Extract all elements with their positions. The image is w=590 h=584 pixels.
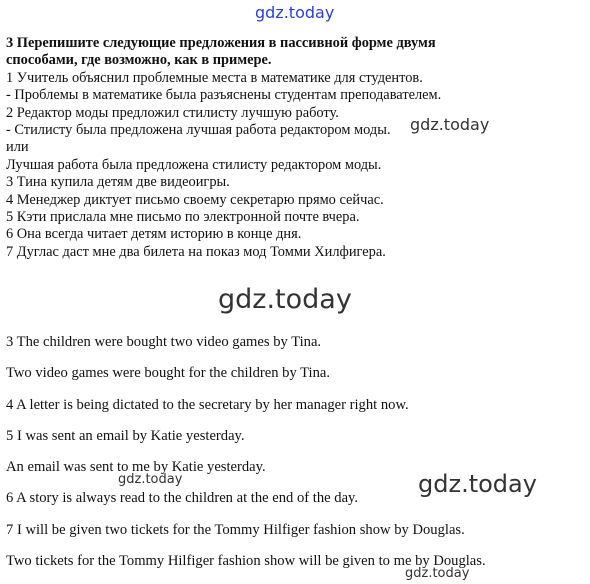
task-line-10: 6 Она всегда читает детям историю в конце дня.: [6, 226, 302, 243]
answer-line-3: 4 A letter is being dictated to the secretary by her manager right now.: [6, 396, 409, 413]
answer-line-8: Two tickets for the Tommy Hilfiger fashion show will be given to me by Douglas.: [6, 553, 486, 570]
task-line-11: 7 Дуглас даст мне два билета на показ мод Томми Хилфигера.: [6, 243, 386, 260]
watermark-top: gdz.today: [255, 3, 335, 22]
task-line-1: 1 Учитель объяснил проблемные места в математике для студентов.: [6, 69, 423, 86]
task-line-7: 3 Тина купила детям две видеоигры.: [6, 174, 230, 191]
task-title-line-1: 3 Перепишите следующие предложения в пассивной форме двумя: [6, 35, 436, 51]
watermark-bottom-small-right: gdz.today: [405, 566, 470, 581]
watermark-bottom-small-left: gdz.today: [118, 472, 183, 487]
answer-line-5: An email was sent to me by Katie yesterday.: [6, 459, 266, 476]
task-line-3: 2 Редактор моды предложил стилисту лучшую работу.: [6, 104, 339, 121]
task-block: [6, 35, 586, 261]
task-line-6: Лучшая работа была предложена стилисту редактором моды.: [6, 156, 382, 173]
task-line-5: или: [6, 139, 29, 156]
answers-block: [6, 334, 586, 584]
task-title-line-2: способами, где возможно, как в примере.: [6, 52, 272, 69]
watermark-bottom-large: gdz.today: [418, 470, 537, 498]
watermark-mid-large: gdz.today: [218, 284, 352, 315]
task-line-9: 5 Кэти прислала мне письмо по электронной почте вчера.: [6, 209, 360, 226]
answer-line-6: 6 A story is always read to the children at the end of the day.: [6, 490, 359, 507]
answer-line-1: 3 The children were bought two video games by Tina.: [6, 334, 322, 350]
task-line-2: - Проблемы в математике была разъяснены студентам преподавателем.: [6, 87, 442, 104]
task-line-8: 4 Менеджер диктует письмо своему секретарю прямо сейчас.: [6, 191, 384, 208]
answer-line-4: 5 I was sent an email by Katie yesterday.: [6, 427, 245, 444]
answer-line-7: 7 I will be given two tickets for the Tommy Hilfiger fashion show by Douglas.: [6, 521, 465, 538]
watermark-mid-small: gdz.today: [410, 115, 490, 134]
task-line-4: - Стилисту была предложена лучшая работа редактором моды.: [6, 122, 391, 139]
answer-line-2: Two video games were bought for the children by Tina.: [6, 365, 331, 382]
